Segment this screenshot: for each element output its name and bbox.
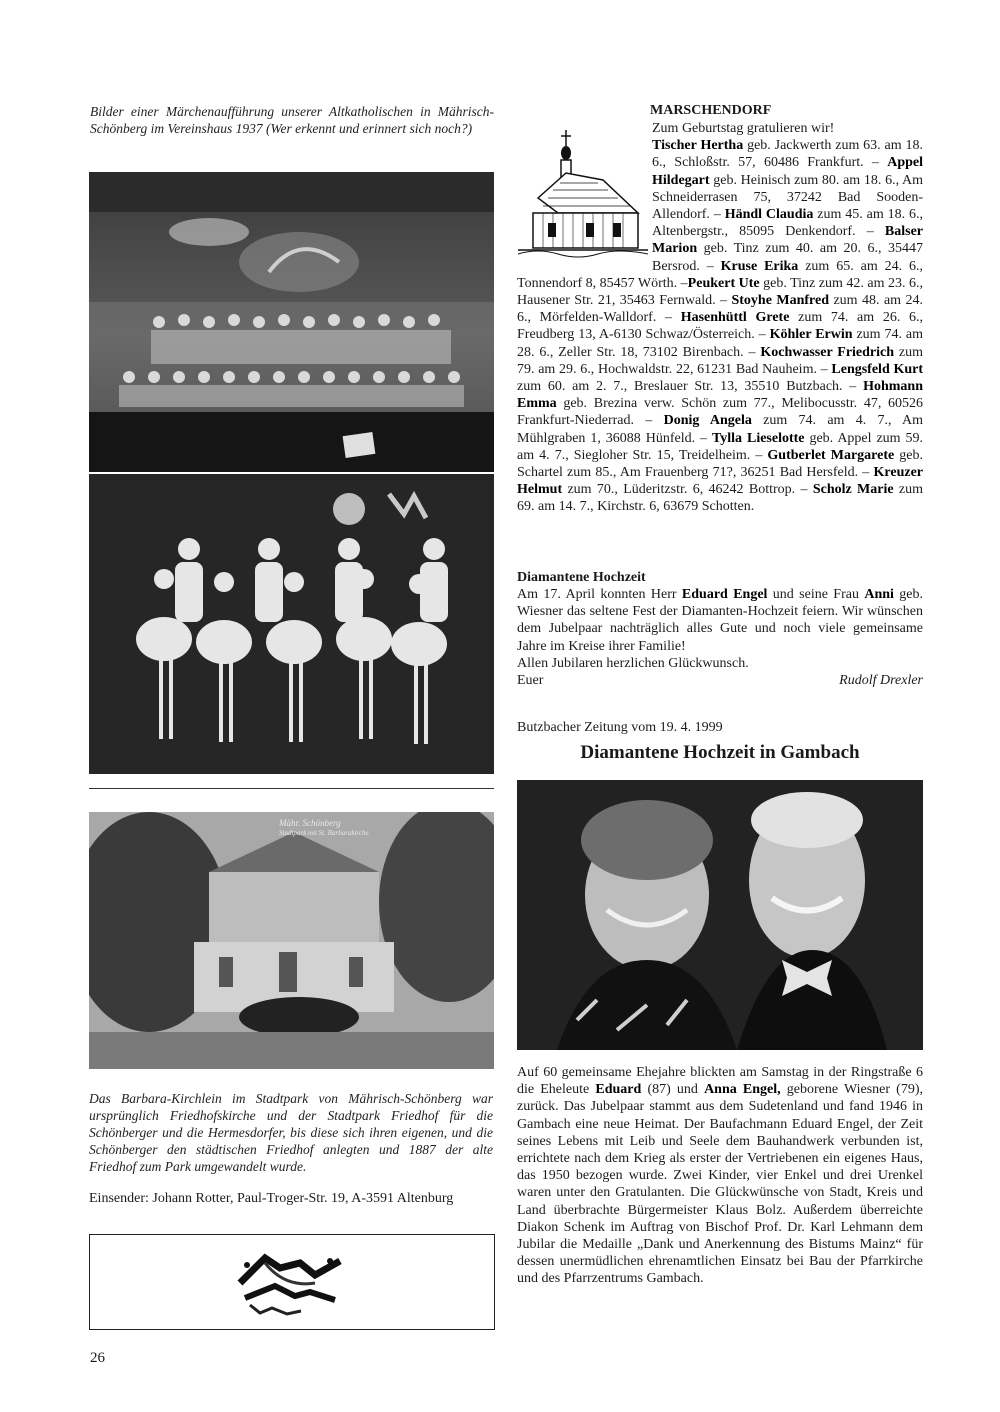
sign-off: Euer (517, 673, 544, 689)
diamond-text-1: Am 17. April konnten Herr (517, 587, 682, 602)
birthday-name: Kreuzer Helmut (517, 465, 923, 498)
article-body (517, 1064, 923, 1288)
birthday-details: geb. Brezina verw. Schön zum 77., Melibocusstr. 47, 60526 Frankfurt-Niederrad. – (517, 396, 923, 429)
handshake-box (89, 1234, 495, 1330)
postcard-title: Mähr. Schönberg (279, 818, 341, 828)
birthday-details: zum 65. am 24. 6., Tonnendorf 8, 85457 Wörth. – (517, 258, 924, 291)
birthday-details: zum 74. am 4. 7., Am Mühlgraben 1, 36088 Hünfeld. – (517, 413, 923, 446)
birthday-name: Tylla Lieselotte (711, 430, 805, 446)
birthday-block (517, 120, 923, 516)
church-float-spacer (517, 120, 652, 265)
signature-row (517, 672, 923, 689)
birthday-name: Hasenhüttl Grete (680, 310, 790, 326)
birthday-details: geb. Jackwerth zum 63. am 18. 6., Schloßstr. 57, 60486 Frankfurt. – (652, 138, 923, 171)
birthday-details: geb. Appel zum 59. am 4. 7., Siegloher Str. 15, Treidelheim. – (517, 430, 923, 463)
postcard-subtitle: Stadtpark mit St. Barbarakirche (279, 829, 369, 837)
photo-caption: Bilder einer Märchenaufführung unserer Altkatholischen in Mährisch-Schönberg im Vereinshaus 1937 (Wer erkennt und erinnert sich noch?) (90, 104, 494, 136)
birthday-details: geb. Schartel zum 85., Am Frauenberg 71?, 36251 Bad Hersfeld. – (517, 447, 924, 481)
diamond-text-2: und seine Frau (767, 587, 865, 602)
birthday-name: Balser Marion (652, 224, 923, 257)
birthday-details: geb. Tinz zum 42. am 23. 6., Hausener Str. 21, 35463 Fernwald. – (517, 275, 924, 309)
birthday-name: Stoyhe Manfred (731, 293, 830, 309)
birthday-details: zum 79. am 29. 6., Hochwaldstr. 22, 61231 Bad Nauheim. – (517, 344, 923, 377)
diamond-name-2: Anni (864, 587, 894, 602)
birthday-name: Appel Hildegart (652, 155, 923, 188)
article-name-1: Eduard (595, 1082, 642, 1098)
article-headline: Diamantene Hochzeit in Gambach (580, 742, 860, 763)
diamond-text-4: Allen Jubilaren herzlichen Glückwunsch. (517, 655, 749, 671)
dancers-photo (89, 474, 494, 774)
birthday-name: Hohmann Emma (517, 379, 923, 412)
section-title: MARSCHENDORF (650, 103, 772, 118)
birthday-name: Peukert Ute (687, 275, 760, 291)
birthday-details: zum 74. am 28. 6., Zeller Str. 18, 73102 Birenbach. – (517, 327, 923, 360)
birthday-name: Lengsfeld Kurt (831, 361, 923, 377)
birthday-name: Scholz Marie (812, 482, 894, 498)
stage-performance-photo (89, 172, 494, 472)
diamond-section-title: Diamantene Hochzeit (517, 570, 646, 585)
diamond-name-1: Eduard Engel (681, 587, 768, 602)
birthday-details: geb. Heinisch zum 80. am 18. 6., Am Schneiderrasen 75, 37242 Bad Sooden-Allendorf. – (652, 172, 923, 223)
birthday-details: zum 48. am 24. 6., Mörfelden-Walldorf. – (517, 293, 924, 326)
handshake-icon (235, 1243, 347, 1321)
birthday-greeting: Zum Geburtstag gratulieren wir! (652, 121, 835, 136)
article-text-a: Auf 60 gemeinsame Ehejahre blickten am Samstag in der Ringstraße 6 die Eheleute (517, 1065, 923, 1098)
birthday-details: zum 70., Lüderitzstr. 6, 46242 Bottrop. – (562, 482, 813, 498)
page-number: 26 (90, 1350, 105, 1366)
birthday-name: Köhler Erwin (769, 327, 853, 343)
diamond-text-3: geb. Wiesner das seltene Fest der Diamanten-Hochzeit feiern. Wir wünschen dem Jubelpaar nachträglich alles Gute und noch viele gemeinsame Jahre im Kreise ihrer Familie! (517, 587, 924, 654)
article-text-c: geborene Wiesner (79), zurück. Das Jubelpaar stammt aus dem Sudetenland und fand 1946 in Gambach eine neue Heimat. Der Baufachmann Eduard Engel, der Zeit seines Lebens mit Leib und Seele dem Bauhandwerk verbunden ist, errichtete nach dem Krieg als erster der Vertriebenen ein eigenes Haus, das 1950 bezogen wurde. Zwei Kinder, vier Enkel und drei Urenkel waren unter den Gratulanten. Die Glückwünsche von Stadt, Kreis und Land überbrachte Bürgermeister Klaus Bolz. Außerdem überreichte Diakon Schenk im Auftrag von Bischof Prof. Dr. Karl Lehmann dem Jubilar die Medaille „Dank und Anerkennung des Bistums Mainz“ für dessen unermüdlichen ehrenamtlichen Einsatz bei Bau der Pfarrkirche und des Pfarrzentrums Gambach. (517, 1082, 924, 1287)
birthday-name: Donig Angela (663, 413, 752, 429)
article-text-b: (87) und (641, 1082, 705, 1098)
birthday-details: zum 69. am 14. 7., Kirchstr. 6, 63679 Schotten. (517, 482, 924, 515)
birthday-name: Händl Claudia (724, 207, 814, 223)
birthday-name: Tischer Hertha (652, 138, 744, 154)
birthday-details: zum 45. am 18. 6., Altenbergstr., 85095 Denkendorf. – (652, 207, 923, 240)
article-name-2: Anna Engel, (704, 1082, 781, 1098)
newspaper-source: Butzbacher Zeitung vom 19. 4. 1999 (517, 720, 723, 735)
birthday-name: Kruse Erika (720, 258, 799, 274)
birthday-details: geb. Tinz zum 40. am 20. 6., 35447 Bersrod. – (652, 241, 923, 274)
couple-photo (517, 780, 923, 1050)
signature: Rudolf Drexler (839, 673, 923, 689)
birthday-details: zum 74. am 26. 6., Freudberg 13, A-6130 Schwaz/Österreich. – (517, 310, 923, 343)
diamond-paragraph (517, 586, 923, 689)
birthday-name: Gutberlet Margarete (767, 447, 895, 463)
birthday-name: Kochwasser Friedrich (760, 344, 895, 360)
column-divider-line (89, 788, 494, 789)
sender-info: Einsender: Johann Rotter, Paul-Troger-Str. 19, A-3591 Altenburg (89, 1191, 454, 1206)
church-caption: Das Barbara-Kirchlein im Stadtpark von Mährisch-Schönberg war ursprünglich Friedhofskirche und der Stadtpark Friedhof für die Schönberger und die Hermesdorfer, bis diese sich ihren eigenen, und die Schönberger den städtischen Friedhof anlegten und 1887 der alte Friedhof zum Park umgewandelt wurde. (89, 1091, 493, 1174)
birthday-details: zum 60. am 2. 7., Breslauer Str. 13, 35510 Butzbach. – (517, 379, 864, 395)
church-postcard-photo (89, 812, 494, 1069)
